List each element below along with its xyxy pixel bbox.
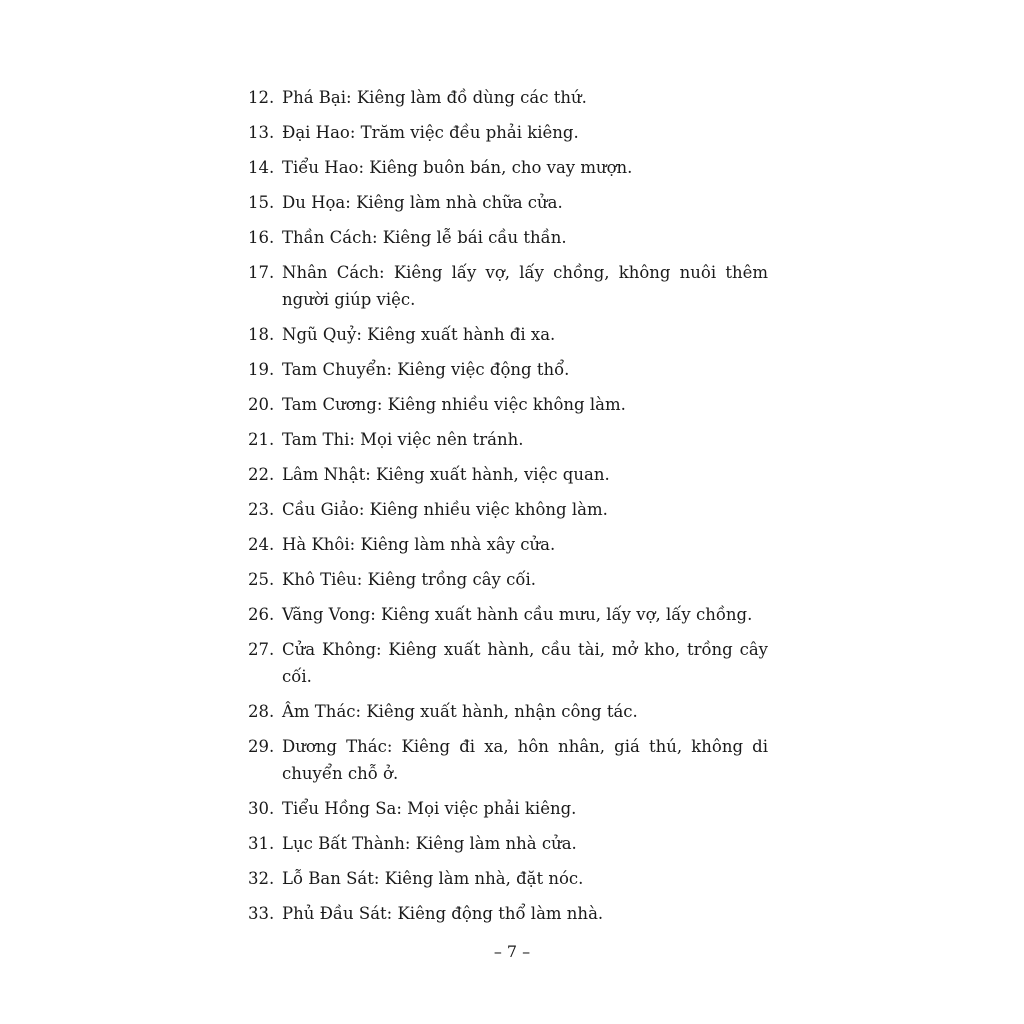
list-item	[248, 461, 768, 488]
item-text: Âm Thác: Kiêng xuất hành, nhận công tác.	[282, 702, 638, 721]
item-number: 20.	[248, 395, 275, 414]
item-number: 18.	[248, 325, 275, 344]
item-number: 33.	[248, 904, 275, 923]
item-number: 19.	[248, 360, 275, 379]
list-item	[248, 259, 768, 313]
list-item	[248, 154, 768, 181]
item-text: Cầu Giảo: Kiêng nhiều việc không làm.	[282, 500, 608, 519]
item-number: 31.	[248, 834, 275, 853]
list-item	[248, 601, 768, 628]
item-text: Lâm Nhật: Kiêng xuất hành, việc quan.	[282, 465, 610, 484]
list-item	[248, 698, 768, 725]
item-text: Nhân Cách: Kiêng lấy vợ, lấy chồng, không nuôi thêm người giúp việc.	[282, 263, 768, 309]
list-item	[248, 531, 768, 558]
item-text: Du Họa: Kiêng làm nhà chữa cửa.	[282, 193, 563, 212]
item-number: 30.	[248, 799, 275, 818]
list-item	[248, 189, 768, 216]
item-text: Cửa Không: Kiêng xuất hành, cầu tài, mở kho, trồng cây cối.	[282, 640, 768, 686]
item-number: 32.	[248, 869, 275, 888]
item-number: 15.	[248, 193, 275, 212]
list-item	[248, 636, 768, 690]
item-number: 27.	[248, 640, 275, 659]
item-text: Dương Thác: Kiêng đi xa, hôn nhân, giá thú, không di chuyển chỗ ở.	[282, 737, 768, 783]
item-text: Hà Khôi: Kiêng làm nhà xây cửa.	[282, 535, 556, 554]
item-number: 23.	[248, 500, 275, 519]
item-text: Lỗ Ban Sát: Kiêng làm nhà, đặt nóc.	[282, 869, 584, 888]
list-item	[248, 321, 768, 348]
list-item	[248, 900, 768, 927]
item-text: Khô Tiêu: Kiêng trồng cây cối.	[282, 570, 536, 589]
list-item	[248, 224, 768, 251]
item-text: Phủ Đầu Sát: Kiêng động thổ làm nhà.	[282, 904, 604, 923]
list-item	[248, 356, 768, 383]
item-number: 28.	[248, 702, 275, 721]
item-text: Tam Thi: Mọi việc nên tránh.	[282, 430, 524, 449]
item-text: Tam Chuyển: Kiêng việc động thổ.	[282, 360, 570, 379]
list-item	[248, 84, 768, 111]
item-text: Vãng Vong: Kiêng xuất hành cầu mưu, lấy vợ, lấy chồng.	[282, 605, 753, 624]
item-text: Tiểu Hồng Sa: Mọi việc phải kiêng.	[282, 799, 577, 818]
list-item	[248, 566, 768, 593]
item-number: 22.	[248, 465, 275, 484]
item-number: 14.	[248, 158, 275, 177]
list-item	[248, 426, 768, 453]
item-text: Tiểu Hao: Kiêng buôn bán, cho vay mượn.	[282, 158, 633, 177]
item-number: 26.	[248, 605, 275, 624]
item-number: 13.	[248, 123, 275, 142]
item-text: Ngũ Quỷ: Kiêng xuất hành đi xa.	[282, 325, 556, 344]
item-number: 16.	[248, 228, 275, 247]
item-text: Đại Hao: Trăm việc đều phải kiêng.	[282, 123, 579, 142]
item-number: 29.	[248, 737, 275, 756]
item-number: 12.	[248, 88, 275, 107]
list-item	[248, 391, 768, 418]
list-item	[248, 865, 768, 892]
item-text: Thần Cách: Kiêng lễ bái cầu thần.	[282, 228, 567, 247]
item-number: 24.	[248, 535, 275, 554]
page-number: – 7 –	[493, 942, 531, 961]
list-item	[248, 795, 768, 822]
list-item	[248, 733, 768, 787]
item-text: Phá Bại: Kiêng làm đồ dùng các thứ.	[282, 88, 587, 107]
list-item	[248, 119, 768, 146]
item-number: 17.	[248, 263, 275, 282]
list-item	[248, 496, 768, 523]
document-body	[248, 84, 768, 935]
item-number: 21.	[248, 430, 275, 449]
item-text: Lục Bất Thành: Kiêng làm nhà cửa.	[282, 834, 577, 853]
item-number: 25.	[248, 570, 275, 589]
item-text: Tam Cương: Kiêng nhiều việc không làm.	[282, 395, 626, 414]
list-item	[248, 830, 768, 857]
